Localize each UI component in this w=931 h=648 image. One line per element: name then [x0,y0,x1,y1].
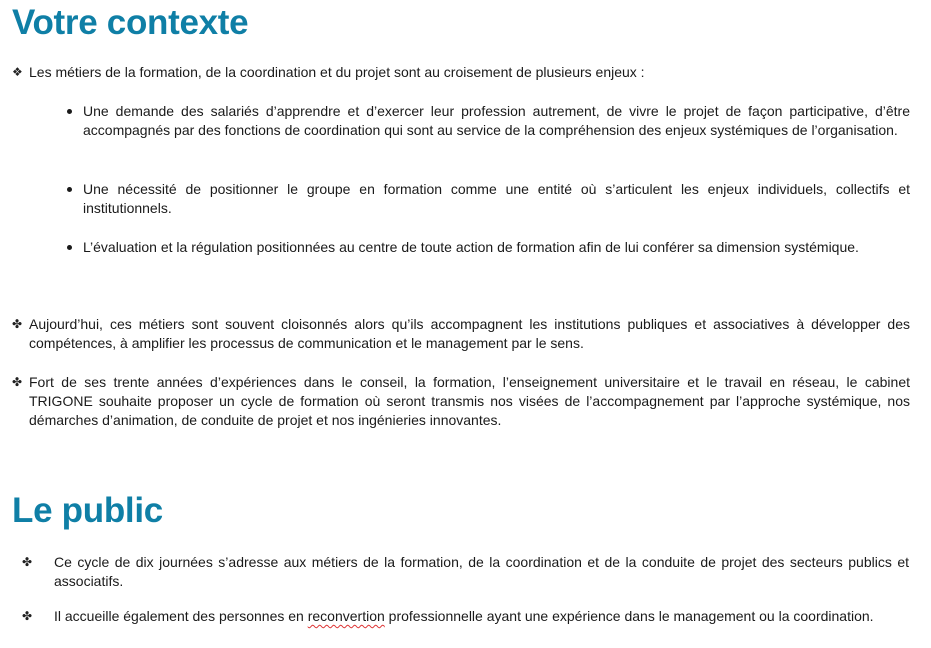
public-item-2-start: Il accueille également des personnes en [54,608,308,624]
public-item-2 [54,607,909,626]
context-paragraph-2: Fort de ses trente années d’expériences dans le conseil, la formation, l’enseignement universitaire et le travail en réseau, le cabinet TRIGONE souhaite proposer un cycle de formation où seront transmis nos visées de l’accompagnement par l’approche systémique, nos démarches d’animation, de conduite de projet et nos ingénieries innovantes. [29,374,910,428]
context-intro: Les métiers de la formation, de la coordination et du projet sont au croisement de plusieurs enjeux : [29,64,645,80]
context-paragraph-1: Aujourd’hui, ces métiers sont souvent cloisonnés alors qu’ils accompagnent les institutions publiques et associatives à développer des compétences, à amplifier les processus de communication et le management par le sens. [29,316,910,351]
cross-bullet-icon: ✤ [22,555,33,569]
context-sub-bullet-1: Une demande des salariés d’apprendre et d’exercer leur profession autrement, de vivre le projet de façon participative, d’être accompagnés par des fonctions de coordination qui sont au service de la compréhension des enjeux systémiques de l’organisation. [83,103,910,138]
cross-bullet-icon: ✤ [22,609,33,623]
public-item-2-end: professionnelle ayant une expérience dans le management ou la coordination. [384,608,874,624]
bullet-dot-icon [67,187,72,192]
cross-bullet-icon: ✤ [12,317,23,331]
section-title-public: Le public [12,491,163,530]
diamond-bullet-icon: ❖ [12,65,23,79]
section-title-context: Votre contexte [12,3,249,42]
public-item-1: Ce cycle de dix journées s’adresse aux métiers de la formation, de la coordination et de la conduite de projet des secteurs publics et associatifs. [54,554,909,589]
bullet-dot-icon [67,245,72,250]
cross-bullet-icon: ✤ [12,375,23,389]
context-sub-bullet-3: L’évaluation et la régulation positionnées au centre de toute action de formation afin de lui conférer sa dimension systémique. [83,239,859,255]
misspelled-word: reconvertion [307,608,385,624]
bullet-dot-icon [67,109,72,114]
context-sub-bullet-2: Une nécessité de positionner le groupe en formation comme une entité où s’articulent les enjeux individuels, collectifs et institutionnels. [83,181,910,216]
